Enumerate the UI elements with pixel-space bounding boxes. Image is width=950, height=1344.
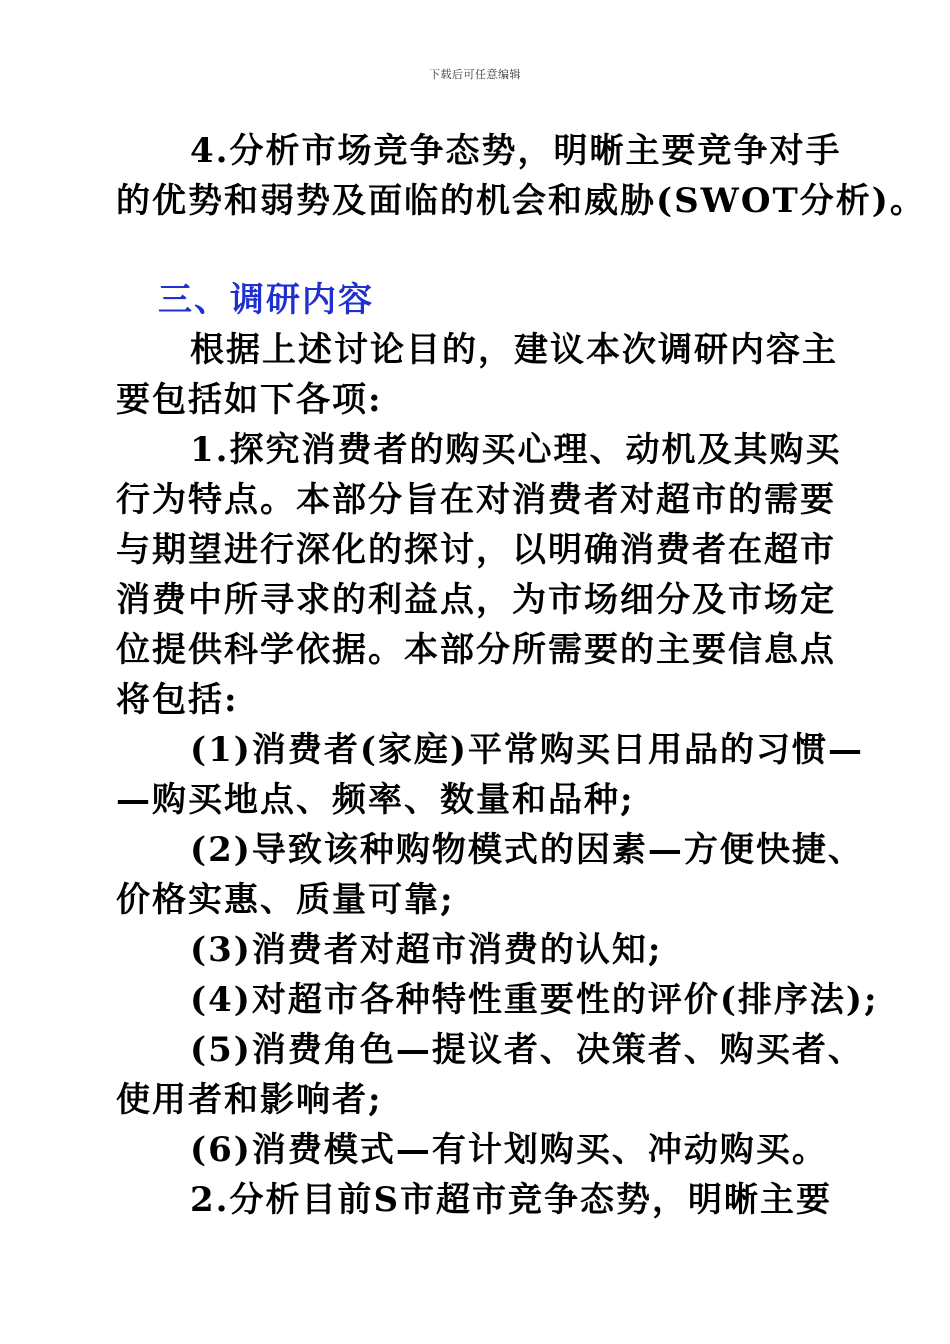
paragraph-line: 根据上述讨论目的，建议本次调研内容主 (190, 330, 838, 370)
list-item-line: (6)消费模式—有计划购买、冲动购买。 (190, 1130, 828, 1170)
paragraph-line: 4.分析市场竞争态势，明晰主要竞争对手 (190, 131, 842, 171)
list-item-line: 价格实惠、质量可靠; (116, 880, 455, 920)
paragraph-line: 将包括: (116, 680, 239, 720)
paragraph-line: 1.探究消费者的购买心理、动机及其购买 (190, 430, 842, 470)
paragraph-line: 与期望进行深化的探讨，以明确消费者在超市 (116, 530, 836, 570)
paragraph-line: 消费中所寻求的利益点，为市场细分及市场定 (116, 580, 836, 620)
paragraph-line: 2.分析目前S市超市竞争态势，明晰主要 (190, 1180, 833, 1220)
paragraph-line: 行为特点。本部分旨在对消费者对超市的需要 (116, 480, 836, 520)
list-item-line: (1)消费者(家庭)平常购买日用品的习惯— (190, 730, 865, 770)
research-content-body (116, 325, 879, 1225)
list-item-line: —购买地点、频率、数量和品种; (116, 780, 635, 820)
list-item-line: (2)导致该种购物模式的因素—方便快捷、 (190, 830, 864, 870)
paragraph-line: 要包括如下各项: (116, 380, 383, 420)
section-heading: 三、调研内容 (158, 280, 374, 320)
header-note: 下载后可任意编辑 (429, 68, 521, 81)
list-item-line: 使用者和影响者; (116, 1080, 383, 1120)
paragraph-line: 的优势和弱势及面临的机会和威胁(SWOT分析)。 (116, 181, 926, 221)
list-item-line: (4)对超市各种特性重要性的评价(排序法); (190, 980, 879, 1020)
paragraph-line: 位提供科学依据。本部分所需要的主要信息点 (116, 630, 836, 670)
list-item-line: (3)消费者对超市消费的认知; (190, 930, 663, 970)
list-item-line: (5)消费角色—提议者、决策者、购买者、 (190, 1030, 864, 1070)
swot-paragraph (116, 126, 926, 226)
